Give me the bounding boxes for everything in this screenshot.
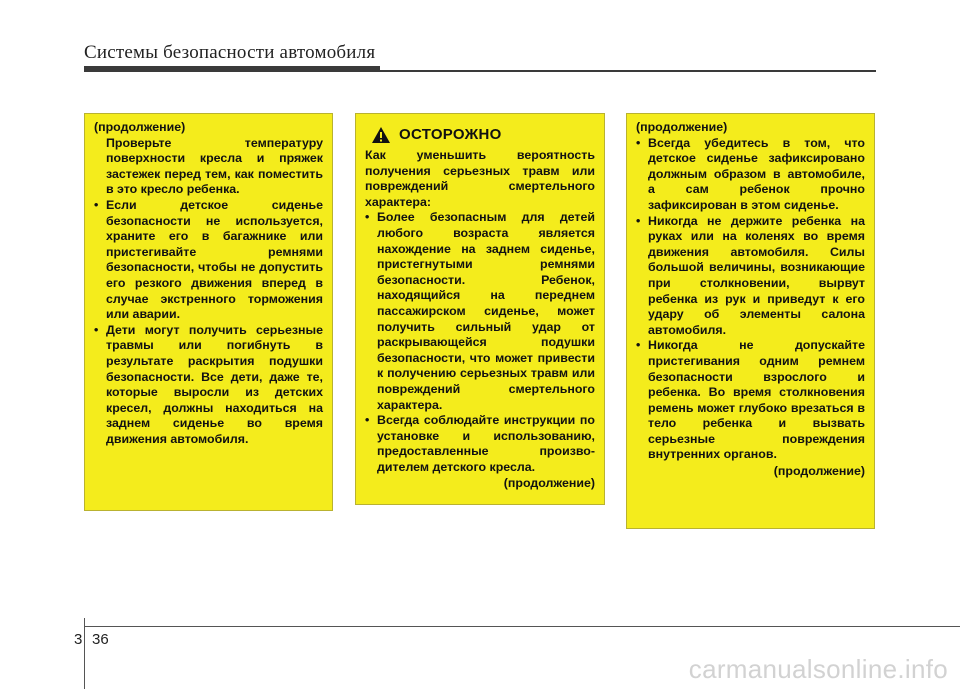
warning-intro: Как уменьшить вероятность получения серьезных травм или повреждений смертельного характера: bbox=[365, 148, 595, 209]
list-item-text: Дети могут получить серьезные травмы или погибнуть в результате раскрытия подушки безопасности. Все дети, даже те, которые выросли из детских кресел, должны находиться на заднем сиденье во время движения автомобиля. bbox=[106, 322, 323, 446]
list-item-text: Если детское сиденье безопасности не используется, храните его в багажнике или пристегивайте ремнями безопасности, чтобы не допустить его резкого движения вперед в случае экстренного торможения или аварии. bbox=[106, 197, 323, 322]
bullet-list bbox=[94, 198, 323, 448]
page-number: 36 bbox=[92, 631, 109, 648]
list-item bbox=[94, 323, 323, 448]
bullet-icon: • bbox=[94, 197, 99, 212]
bullet-icon: • bbox=[636, 213, 641, 228]
warning-triangle-icon bbox=[371, 126, 391, 144]
header-rule-thick bbox=[84, 66, 380, 72]
bullet-icon: • bbox=[636, 338, 641, 353]
list-item-text: Никогда не допускайте пристегивания одним ремнем безопасности взрослого и ребенка. Во время столкновения ремень может глубоко врезаться в тело ребенка и вызвать серьезные повреждения внутренних органов. bbox=[648, 338, 865, 462]
footer-vertical-rule bbox=[84, 618, 85, 689]
list-item bbox=[365, 210, 595, 413]
continued-label-top: (продолжение) bbox=[94, 120, 186, 134]
lead-paragraph: Проверьте температуру поверхности кресла и пряжек застежек перед тем, как поместить в это кресло ребенка. bbox=[106, 135, 323, 197]
footer-horizontal-rule bbox=[84, 626, 960, 627]
continued-label-bottom: (продолжение) bbox=[503, 476, 595, 491]
left-info-panel bbox=[84, 113, 333, 511]
chapter-number: 3 bbox=[74, 631, 83, 648]
warning-panel bbox=[355, 113, 605, 505]
page-header-title: Системы безопасности автомобиля bbox=[84, 42, 376, 63]
list-item bbox=[636, 214, 865, 339]
bullet-list bbox=[636, 136, 865, 463]
list-item bbox=[636, 338, 865, 463]
list-item-text: Никогда не держите ребенка на руках или на коленях во время движения автомобиля. Силы большой величины, возникающие при столкновении, вырвут ребенка из рук и приведут к его удару об элементы салона автомобиля. bbox=[648, 213, 865, 337]
watermark-text: carmanualsonline.info bbox=[688, 654, 948, 684]
list-item-text: Всегда соблюдайте инструкции по установке и использованию, предоставленные произво-дителем детского кресла. bbox=[377, 413, 595, 474]
warning-header bbox=[371, 126, 595, 144]
bullet-icon: • bbox=[94, 322, 99, 337]
bullet-icon: • bbox=[365, 413, 370, 428]
continued-label-bottom: (продолжение) bbox=[773, 464, 865, 479]
bullet-icon: • bbox=[636, 135, 641, 150]
list-item-text: Более безопасным для детей любого возраста является нахождение на заднем сиденье, пристегнутыми ремнями безопасности. Ребенок, находящийся на переднем пассажирском сиденье, может получить сильный удар от раскрывающейся подушки безопасности, что может привести к получению серьезных травм или повреждений смертельного характера. bbox=[377, 210, 595, 412]
continued-label-top: (продолжение) bbox=[636, 120, 728, 134]
list-item bbox=[636, 136, 865, 214]
list-item bbox=[365, 413, 595, 475]
list-item bbox=[94, 198, 323, 323]
header-rule-thin bbox=[380, 70, 876, 72]
bullet-icon: • bbox=[365, 210, 370, 225]
bullet-list bbox=[365, 210, 595, 475]
list-item-text: Всегда убедитесь в том, что детское сиденье зафиксировано должным образом в автомобиле, а сам ребенок прочно зафиксирован в этом сиденье. bbox=[648, 135, 865, 212]
warning-title: ОСТОРОЖНО bbox=[399, 126, 502, 144]
right-info-panel bbox=[626, 113, 875, 529]
